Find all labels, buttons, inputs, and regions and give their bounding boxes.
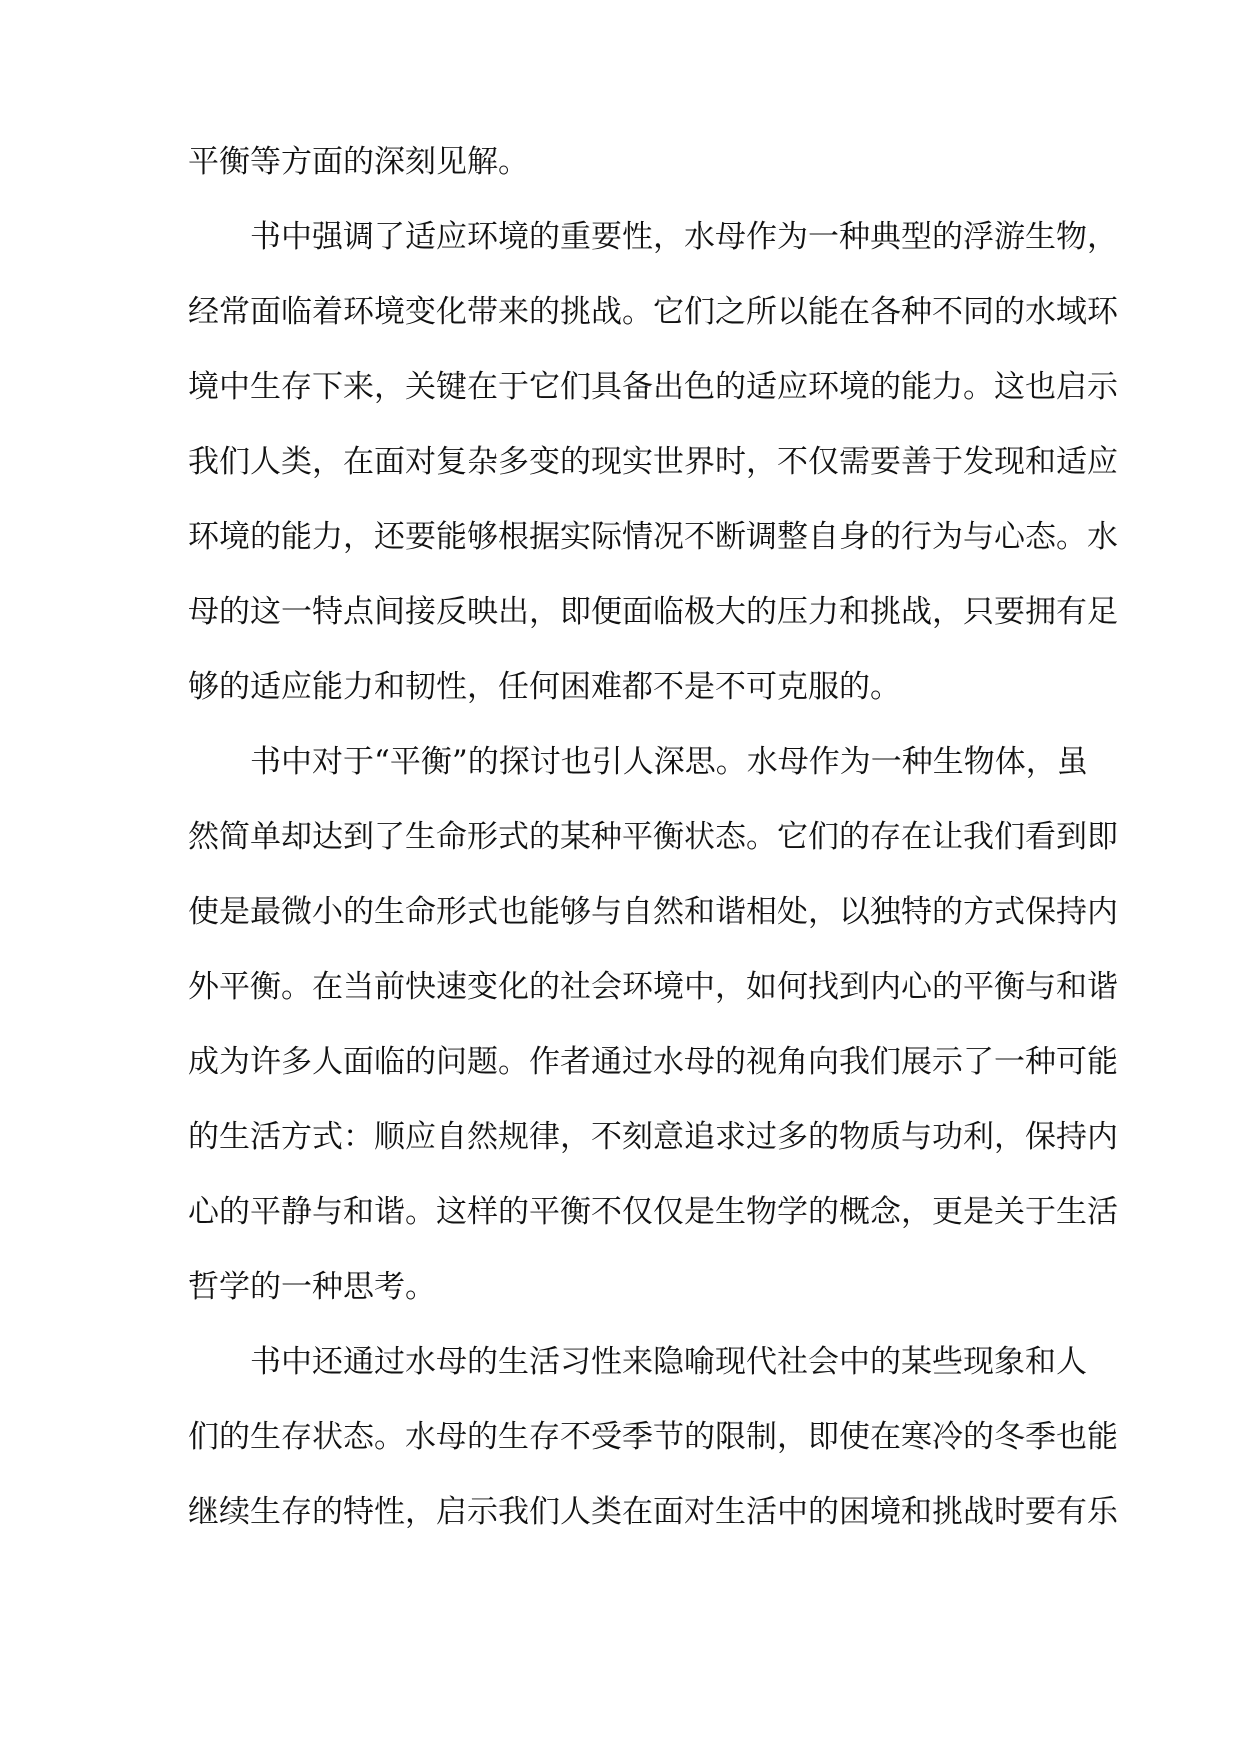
paragraph-start-line: 书中对于“平衡”的探讨也引人深思。水母作为一种生物体，虽 <box>250 744 1088 780</box>
text-line: 经常面临着环境变化带来的挑战。它们之所以能在各种不同的水域环 <box>188 294 1118 330</box>
text-line: 心的平静与和谐。这样的平衡不仅仅是生物学的概念，更是关于生活 <box>188 1194 1118 1230</box>
body-text <box>188 142 1118 1567</box>
text-line: 境中生存下来，关键在于它们具备出色的适应环境的能力。这也启示 <box>188 369 1118 405</box>
text-line: 平衡等方面的深刻见解。 <box>188 144 529 180</box>
text-line: 环境的能力，还要能够根据实际情况不断调整自身的行为与心态。水 <box>188 519 1118 555</box>
paragraph-start-line: 书中还通过水母的生活习性来隐喻现代社会中的某些现象和人 <box>250 1344 1087 1380</box>
text-line: 外平衡。在当前快速变化的社会环境中，如何找到内心的平衡与和谐 <box>188 969 1118 1005</box>
text-line: 我们人类，在面对复杂多变的现实世界时，不仅需要善于发现和适应 <box>188 444 1118 480</box>
text-line: 母的这一特点间接反映出，即便面临极大的压力和挑战，只要拥有足 <box>188 594 1118 630</box>
text-line: 哲学的一种思考。 <box>188 1269 436 1305</box>
text-line: 然简单却达到了生命形式的某种平衡状态。它们的存在让我们看到即 <box>188 819 1118 855</box>
text-line: 够的适应能力和韧性，任何困难都不是不可克服的。 <box>188 669 901 705</box>
text-line: 的生活方式：顺应自然规律，不刻意追求过多的物质与功利，保持内 <box>188 1119 1118 1155</box>
text-line: 使是最微小的生命形式也能够与自然和谐相处，以独特的方式保持内 <box>188 894 1118 930</box>
text-line: 继续生存的特性，启示我们人类在面对生活中的困境和挑战时要有乐 <box>188 1494 1118 1530</box>
text-line: 成为许多人面临的问题。作者通过水母的视角向我们展示了一种可能 <box>188 1044 1118 1080</box>
paragraph-start-line: 书中强调了适应环境的重要性，水母作为一种典型的浮游生物， <box>250 219 1118 255</box>
text-line: 们的生存状态。水母的生存不受季节的限制，即使在寒冷的冬季也能 <box>188 1419 1118 1455</box>
